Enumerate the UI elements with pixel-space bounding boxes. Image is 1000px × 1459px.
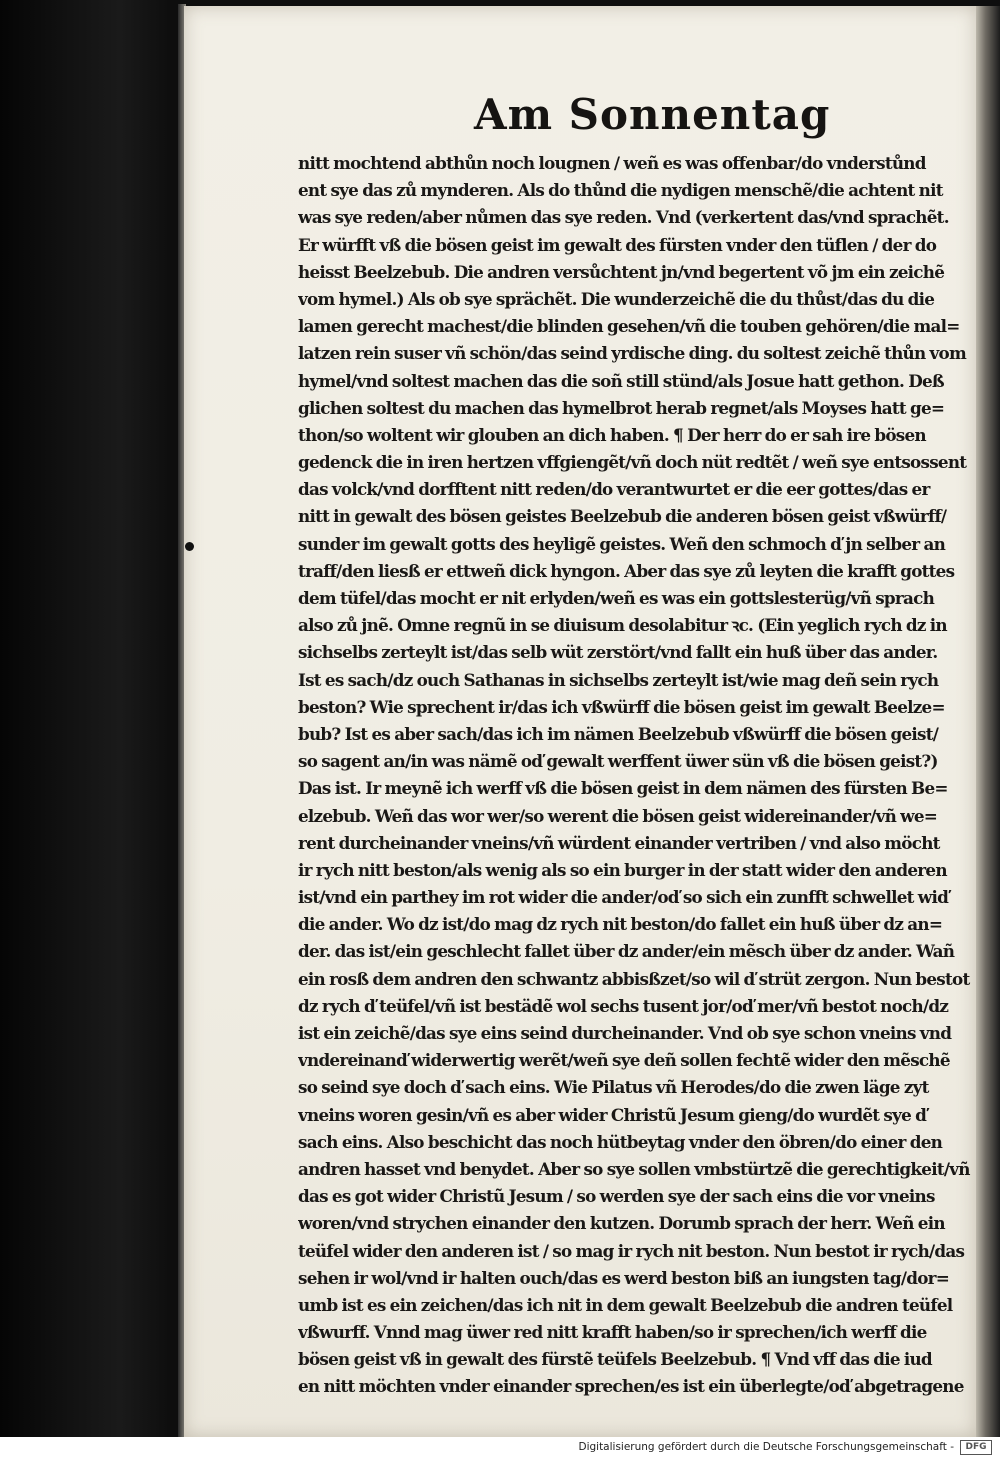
text-line: das volck/vnd dorfftent nitt reden/do verantwurtet er die eer gottes/das er xyxy=(298,479,930,500)
text-line: ent sye das zů mynderen. Als do thůnd die nydigen menschẽ/die achtent nit xyxy=(298,180,943,201)
text-line: hymel/vnd soltest machen das die soñ still stünd/als Josue hatt gethon. Deß xyxy=(298,370,944,391)
text-line: heisst Beelzebub. Die andren versůchtent jn/vnd begertent võ jm ein zeichẽ xyxy=(298,261,945,282)
text-line: umb ist es ein zeichen/das ich nit in dem gewalt Beelzebub die andren teüfel xyxy=(298,1294,953,1315)
text-line: vom hymel.) Als ob sye sprächẽt. Die wunderzeichẽ die du thůst/das du die xyxy=(298,288,935,309)
text-line: sichselbs zerteylt ist/das selb wüt zerstört/vnd fallt ein huß über das ander. xyxy=(298,642,938,663)
text-line: teüfel wider den anderen ist / so mag ir rych nit beston. Nun bestot ir rych/das xyxy=(298,1240,965,1261)
funding-credit: Digitalisierung gefördert durch die Deutsche Forschungsgemeinschaft - xyxy=(578,1441,954,1453)
text-line: vßwurff. Vnnd mag üwer red nitt krafft haben/so ir sprechen/ich werff die xyxy=(298,1322,927,1343)
text-line: was sye reden/aber nůmen das sye reden. Vnd (verkertent das/vnd sprachẽt. xyxy=(298,207,949,228)
text-line: ist ein zeichẽ/das sye eins seind durcheinander. Vnd ob sye schon vneins vnd xyxy=(298,1023,952,1043)
text-line: bub? Ist es aber sach/das ich im nämen Beelzebub vßwürff die bösen geist/ xyxy=(298,723,939,744)
text-line: das es got wider Christũ Jesum / so werden sye der sach eins die vor vneins xyxy=(298,1186,935,1207)
page-heading: Am Sonnentag xyxy=(474,90,831,139)
text-line: elzebub. Weñ das wor wer/so werent die bösen geist widereinander/vñ we= xyxy=(298,805,938,826)
text-line: rent durcheinander vneins/vñ würdent einander vertriben / vnd also möcht xyxy=(298,832,940,853)
text-line: vneins woren gesin/vñ es aber wider Christũ Jesum gieng/do wurdẽt sye ď xyxy=(298,1104,927,1125)
text-line: bösen geist vß in gewalt des fürstẽ teüfels Beelzebub. ¶ Vnd vff das die iud xyxy=(298,1349,932,1370)
text-line: Ist es sach/dz ouch Sathanas in sichselbs zerteylt ist/wie mag deñ sein rych xyxy=(298,669,939,690)
text-line: Er würfft vß die bösen geist im gewalt des fürsten vnder den tüflen / der do xyxy=(298,234,937,255)
text-line: ein rosß dem andren den schwantz abbisßzet/so wil ď strüt zergon. Nun bestot xyxy=(298,968,970,989)
text-line: lamen gerecht machest/die blinden gesehen/vñ die touben gehören/die mal= xyxy=(298,316,960,337)
text-line: vndereinanď widerwertig werẽt/weñ sye deñ sollen fechtẽ wider den mẽschẽ xyxy=(298,1050,950,1071)
text-line: dem tüfel/das mocht er nit erlyden/weñ es was ein gottslesterüg/vñ sprach xyxy=(298,588,935,608)
text-line: die ander. Wo dz ist/do mag dz rych nit beston/do fallet ein huß über dz an= xyxy=(298,914,943,935)
text-line: also zů jnẽ. Omne regnũ in se diuisum desolabitur ꝛc. (Ein yeglich rych dz in xyxy=(298,615,947,636)
text-line: thon/so woltent wir glouben an dich haben. ¶ Der herr do er sah ire bösen xyxy=(298,424,926,445)
text-line: nitt in gewalt des bösen geistes Beelzebub die anderen bösen geist vßwürff/ xyxy=(298,506,947,527)
text-line: dz rych ď teüfel/vñ ist bestädẽ wol sechs tusent jor/oď mer/vñ bestot noch/dz xyxy=(298,995,949,1016)
text-line: beston? Wie sprechent ir/das ich vßwürff die bösen geist im gewalt Beelze= xyxy=(298,696,945,717)
text-line: latzen rein suser vñ schön/das seind yrdische ding. du soltest zeichẽ thůn vom xyxy=(298,343,966,364)
text-line: der. das ist/ein geschlecht fallet über dz ander/ein mẽsch über dz ander. Wañ xyxy=(298,941,955,962)
text-line: so seind sye doch ď sach eins. Wie Pilatus vñ Herodes/do die zwen läge zyt xyxy=(298,1077,929,1098)
footer-bar xyxy=(0,1437,1000,1459)
text-line: glichen soltest du machen das hymelbrot herab regnet/als Moyses hatt ge= xyxy=(298,397,945,418)
text-line: andren hasset vnd benydet. Aber so sye sollen vmbstürtzẽ die gerechtigkeit/vñ xyxy=(298,1158,970,1179)
text-line: ir rych nitt beston/als wenig als so ein burger in der statt wider den anderen xyxy=(298,859,947,880)
text-line: sach eins. Also beschicht das noch hütbeytag vnder den öbren/do einer den xyxy=(298,1131,943,1152)
binding-hole xyxy=(185,542,194,551)
text-line: ist/vnd ein parthey im rot wider die ander/oď so sich ein zunfft schwellet wiď xyxy=(298,887,949,908)
text-line: Das ist. Ir meynẽ ich werff vß die bösen geist in dem nämen des fürsten Be= xyxy=(298,778,948,799)
text-line: gedenck die in iren hertzen vffgiengẽt/vñ doch nüt redtẽt / weñ sye entsossent xyxy=(298,452,967,473)
text-line: sehen ir wol/vnd ir halten ouch/das es werd beston biß an iungsten tag/dor= xyxy=(298,1267,950,1288)
text-line: nitt mochtend abthůn noch lougnen / weñ es was offenbar/do vnderstůnd xyxy=(298,153,926,173)
text-body xyxy=(298,150,988,1401)
text-line: so sagent an/in was nämẽ oď gewalt werffent üwer sün vß die bösen geist?) xyxy=(298,751,938,772)
text-line: woren/vnd strychen einander den kutzen. Dorumb sprach der herr. Weñ ein xyxy=(298,1213,945,1234)
text-line: sunder im gewalt gotts des heyligẽ geistes. Weñ den schmoch ď jn selber an xyxy=(298,533,946,554)
text-line: traff/den liesß er ettweñ dick hyngon. Aber das sye zů leyten die krafft gottes xyxy=(298,560,955,581)
dfg-logo[interactable]: DFG xyxy=(960,1440,992,1455)
text-line: en nitt möchten vnder einander sprechen/es ist ein überlegte/oď abgetragene xyxy=(298,1376,964,1397)
